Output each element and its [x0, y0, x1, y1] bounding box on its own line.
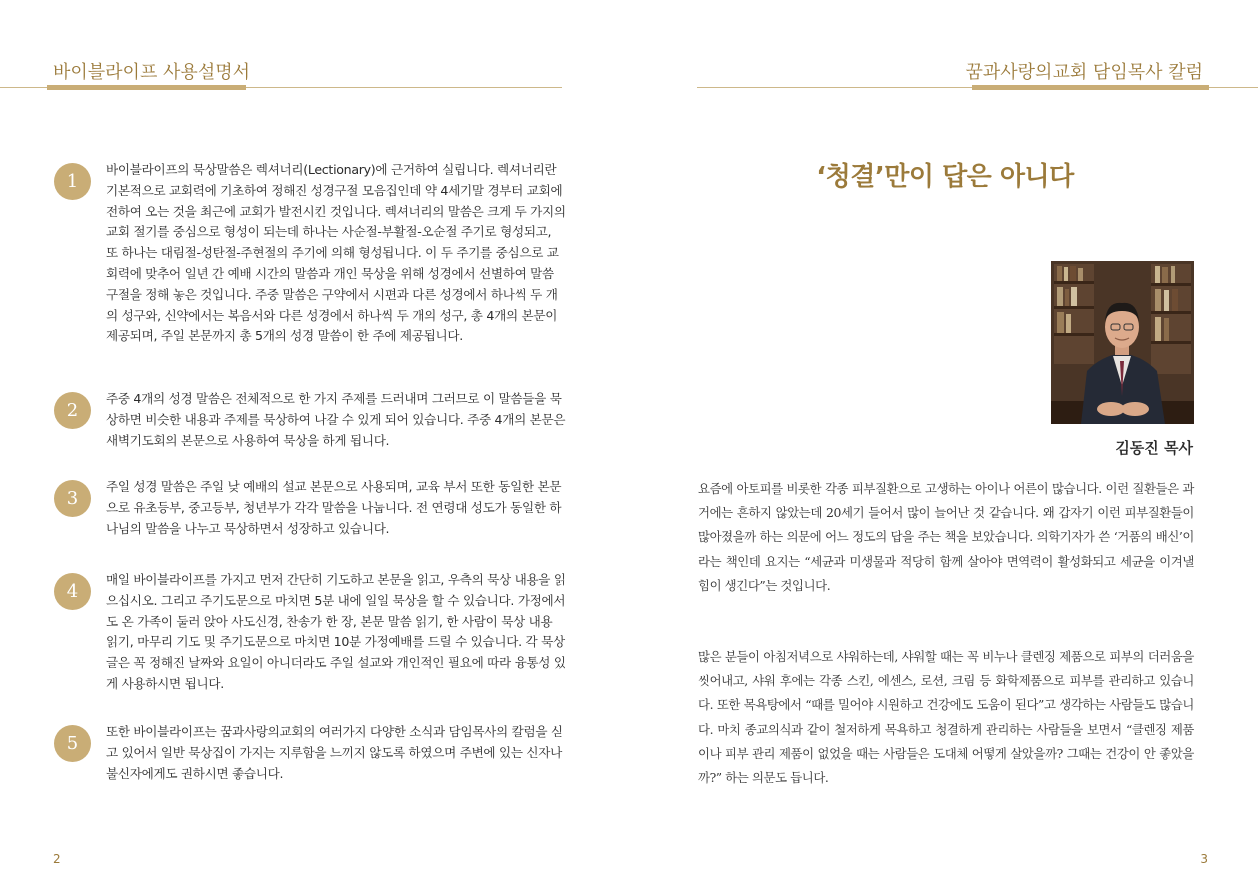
item-number-badge: 2 [54, 392, 91, 429]
left-page-number: 2 [53, 852, 61, 866]
item-number-badge: 5 [54, 725, 91, 762]
right-header-accent-bar [972, 85, 1209, 90]
left-header-accent-bar [47, 85, 246, 90]
left-page [0, 0, 620, 892]
item-text: 매일 바이블라이프를 가지고 먼저 간단히 기도하고 본문을 읽고, 우측의 묵상 내용을 읽으십시오. 그리고 주기도문으로 마치면 5분 내에 일일 묵상을 할 수 있습니다. 가정에서도 온 가족이 둘러 앉아 사도신경, 찬송가 한 장, 본문 말씀 읽기, 한 사람이 묵상 내용 읽기, 마무리 기도 및 주기도문으로 마치면 10분 가정예배를 드릴 수 있습니다. 각 묵상글은 꼭 정해진 날짜와 요일이 아니더라도 주일 설교와 개인적인 필요에 따라 융통성 있게 사용하시면 됩니다. [106, 572, 566, 691]
item-text: 주일 성경 말씀은 주일 낮 예배의 설교 본문으로 사용되며, 교육 부서 또한 동일한 본문으로 유초등부, 중고등부, 청년부가 각각 말씀을 나눕니다. 전 연령대 성도가 동일한 하나님의 말씀을 나누고 묵상하면서 성장하고 있습니다. [106, 479, 562, 536]
item-text: 또한 바이블라이프는 꿈과사랑의교회의 여러가지 다양한 소식과 담임목사의 칼럼을 싣고 있어서 일반 묵상집이 가지는 지루함을 느끼지 않도록 하였으며 주변에 있는 신자나 불신자에게도 권하시면 좋습니다. [106, 724, 563, 781]
author-photo [1051, 261, 1194, 424]
item-number-badge: 3 [54, 480, 91, 517]
author-name: 김동진 목사 [1115, 439, 1193, 457]
item-number-badge: 1 [54, 163, 91, 200]
item-number-badge: 4 [54, 573, 91, 610]
item-text: 바이블라이프의 묵상말씀은 렉셔너리(Lectionary)에 근거하여 실립니다. 렉셔너리란 기본적으로 교회력에 기초하여 정해진 성경구절 모음집인데 약 4세기말 경부터 교회에 전하여 오는 것을 최근에 교회가 발전시킨 것입니다. 렉셔너리의 말씀은 크게 두 가지의 교회 절기를 중심으로 형성이 되는데 하나는 사순절-부활절-오순절 주기로 형성되고, 또 하나는 대림절-성탄절-주현절의 주기에 의해 형성됩니다. 이 두 주기를 중심으로 교회력에 맞추어 일년 간 예배 시간의 말씀과 개인 묵상을 위해 성경에서 선별하여 말씀 구절을 정해 놓은 것입니다. 주중 말씀은 구약에서 시편과 다른 성경에서 하나씩 두 개의 성구와, 신약에서는 복음서와 다른 성경에서 하나씩 두 개의 성구, 총 4개의 본문이 제공되며, 주일 본문까지 총 5개의 성경 말씀이 한 주에 제공됩니다. [106, 162, 566, 344]
right-page [640, 0, 1258, 892]
article-paragraph-2: 많은 분들이 아침저녁으로 샤워하는데, 샤워할 때는 꼭 비누나 클렌징 제품으로 피부의 더러움을 씻어내고, 샤워 후에는 각종 스킨, 에센스, 로션, 크림 등 화학제품으로 피부를 관리하고 있습니다. 또한 목욕탕에서 “때를 밀어야 시원하고 건강에도 도움이 된다”고 생각하는 사람들도 많습니다. 마치 종교의식과 같이 철저하게 목욕하고 청결하게 관리하는 사람들을 보면서 “클렌징 제품이나 피부 관리 제품이 없었을 때는 사람들은 도대체 어떻게 살았을까? 그때는 건강이 안 좋았을까?” 하는 의문도 듭니다. [698, 649, 1194, 786]
article-title: ‘청결’만이 답은 아니다 [816, 162, 1074, 192]
right-header-title: 꿈과사랑의교회 담임목사 칼럼 [965, 62, 1203, 83]
article-paragraph-1: 요즘에 아토피를 비롯한 각종 피부질환으로 고생하는 아이나 어른이 많습니다. 이런 질환들은 과거에는 흔하지 않았는데 20세기 들어서 많이 늘어난 것 같습니다. 왜 갑자기 이런 피부질환들이 많아졌을까 하는 의문에 어느 정도의 답을 주는 책을 보았습니다. 의학기자가 쓴 ‘거품의 배신’이라는 책인데 요지는 “세균과 미생물과 적당히 함께 살아야 면역력이 활성화되고 세균을 이겨낼 힘이 생긴다”는 것입니다. [698, 481, 1194, 593]
left-header-title: 바이블라이프 사용설명서 [53, 62, 250, 83]
right-page-number: 3 [1200, 852, 1208, 866]
item-text: 주중 4개의 성경 말씀은 전체적으로 한 가지 주제를 드러내며 그러므로 이 말씀들을 묵상하면 비슷한 내용과 주제를 묵상하여 나갈 수 있게 되어 있습니다. 주중 4개의 본문은 새벽기도회의 본문으로 사용하여 묵상을 하게 됩니다. [106, 391, 566, 448]
